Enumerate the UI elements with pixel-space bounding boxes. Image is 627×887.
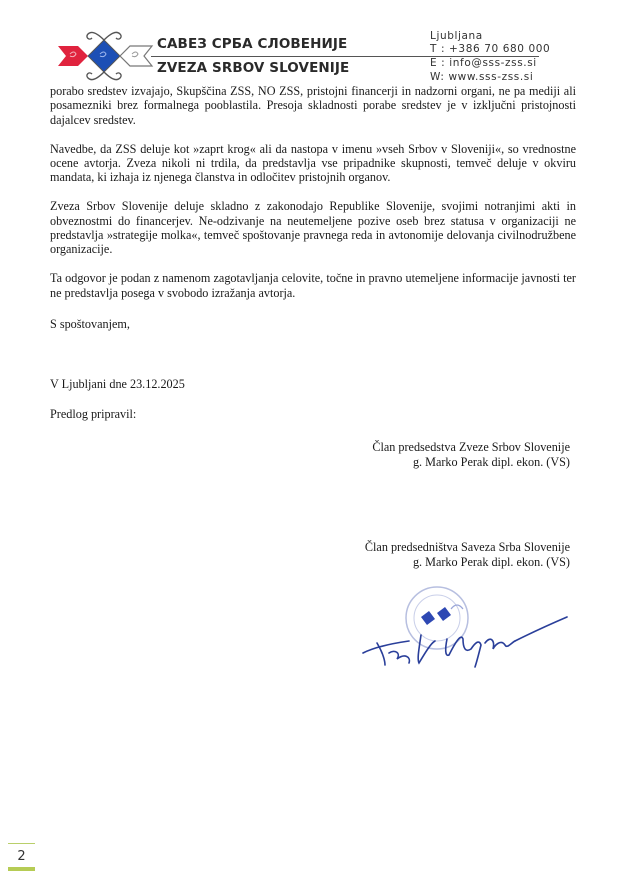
paragraph: Ta odgovor je podan z namenom zagotavljanja celovite, točne in pravno utemeljene informacije javnosti ter ne predstavlja posega v svobodo izražanja avtorja.: [50, 271, 576, 300]
page-number-rule-top: [8, 843, 35, 844]
closing-salutation: S spoštovanjem,: [50, 317, 130, 331]
contact-phone: T : +386 70 680 000: [430, 43, 551, 55]
serbian-ornament-logo-icon: [56, 28, 156, 84]
handwritten-signature-icon: [363, 617, 567, 667]
contact-email: E : info@sss-zss.si: [430, 57, 537, 69]
org-name-cyrillic: САВЕЗ СРБА СЛОВЕНИЈЕ: [157, 36, 348, 52]
paragraph: porabo sredstev izvajajo, Skupščina ZSS, NO ZSS, pristojni financerji in nadzorni organi, ne pa mediji ali posamezniki brez formalnega pooblastila. Presoja skladnosti porabe sredstev je v izključni pristojnosti dajalcev sredstev.: [50, 84, 576, 127]
contact-website: W: www.sss-zss.si: [430, 71, 534, 83]
signature-block: [372, 440, 570, 470]
signatory-name: g. Marko Perak dipl. ekon. (VS): [412, 555, 570, 569]
signatory-title: Član predsedstva Zveze Srbov Slovenije: [372, 440, 570, 454]
org-name-latin: ZVEZA SRBOV SLOVENIJE: [157, 60, 350, 76]
page-number-badge: [8, 843, 35, 873]
letterhead: [0, 0, 627, 85]
prepared-by-label: Predlog pripravil:: [50, 407, 137, 421]
signatory-name: g. Marko Perak dipl. ekon. (VS): [412, 455, 570, 469]
paragraph: Zveza Srbov Slovenije deluje skladno z zakonodajo Republike Slovenije, svojimi notranjimi akti in obveznostmi do financerjev. Ne-odzivanje na neutemeljene pozive oseb brez statusa v organizaciji ne predstavlja »strategije molka«, temveč spoštovanje pravnega reda in avtonomije delovanja civilnodružbene organizacije.: [50, 199, 576, 257]
page-number-rule-bottom: [8, 867, 35, 871]
signatory-title: Član predsedništva Saveza Srba Slovenije: [364, 540, 570, 554]
stamp-and-signature: [355, 583, 570, 678]
contact-city: Ljubljana: [430, 30, 483, 42]
paragraph: Navedbe, da ZSS deluje kot »zaprt krog« ali da nastopa v imenu »vseh Srbov v Sloveniji«, so vrednostne ocene avtorja. Zveza nikoli ni trdila, da predstavlja vse pripadnike skupnosti, temveč deluje v okviru mandata, ki izhaja iz njenega članstva in odločitev pristojnih organov.: [50, 141, 576, 185]
signature-block: [365, 540, 570, 570]
place-and-date: V Ljubljani dne 23.12.2025: [50, 377, 185, 391]
page-number: 2: [17, 849, 26, 864]
letter-body: [50, 84, 576, 314]
